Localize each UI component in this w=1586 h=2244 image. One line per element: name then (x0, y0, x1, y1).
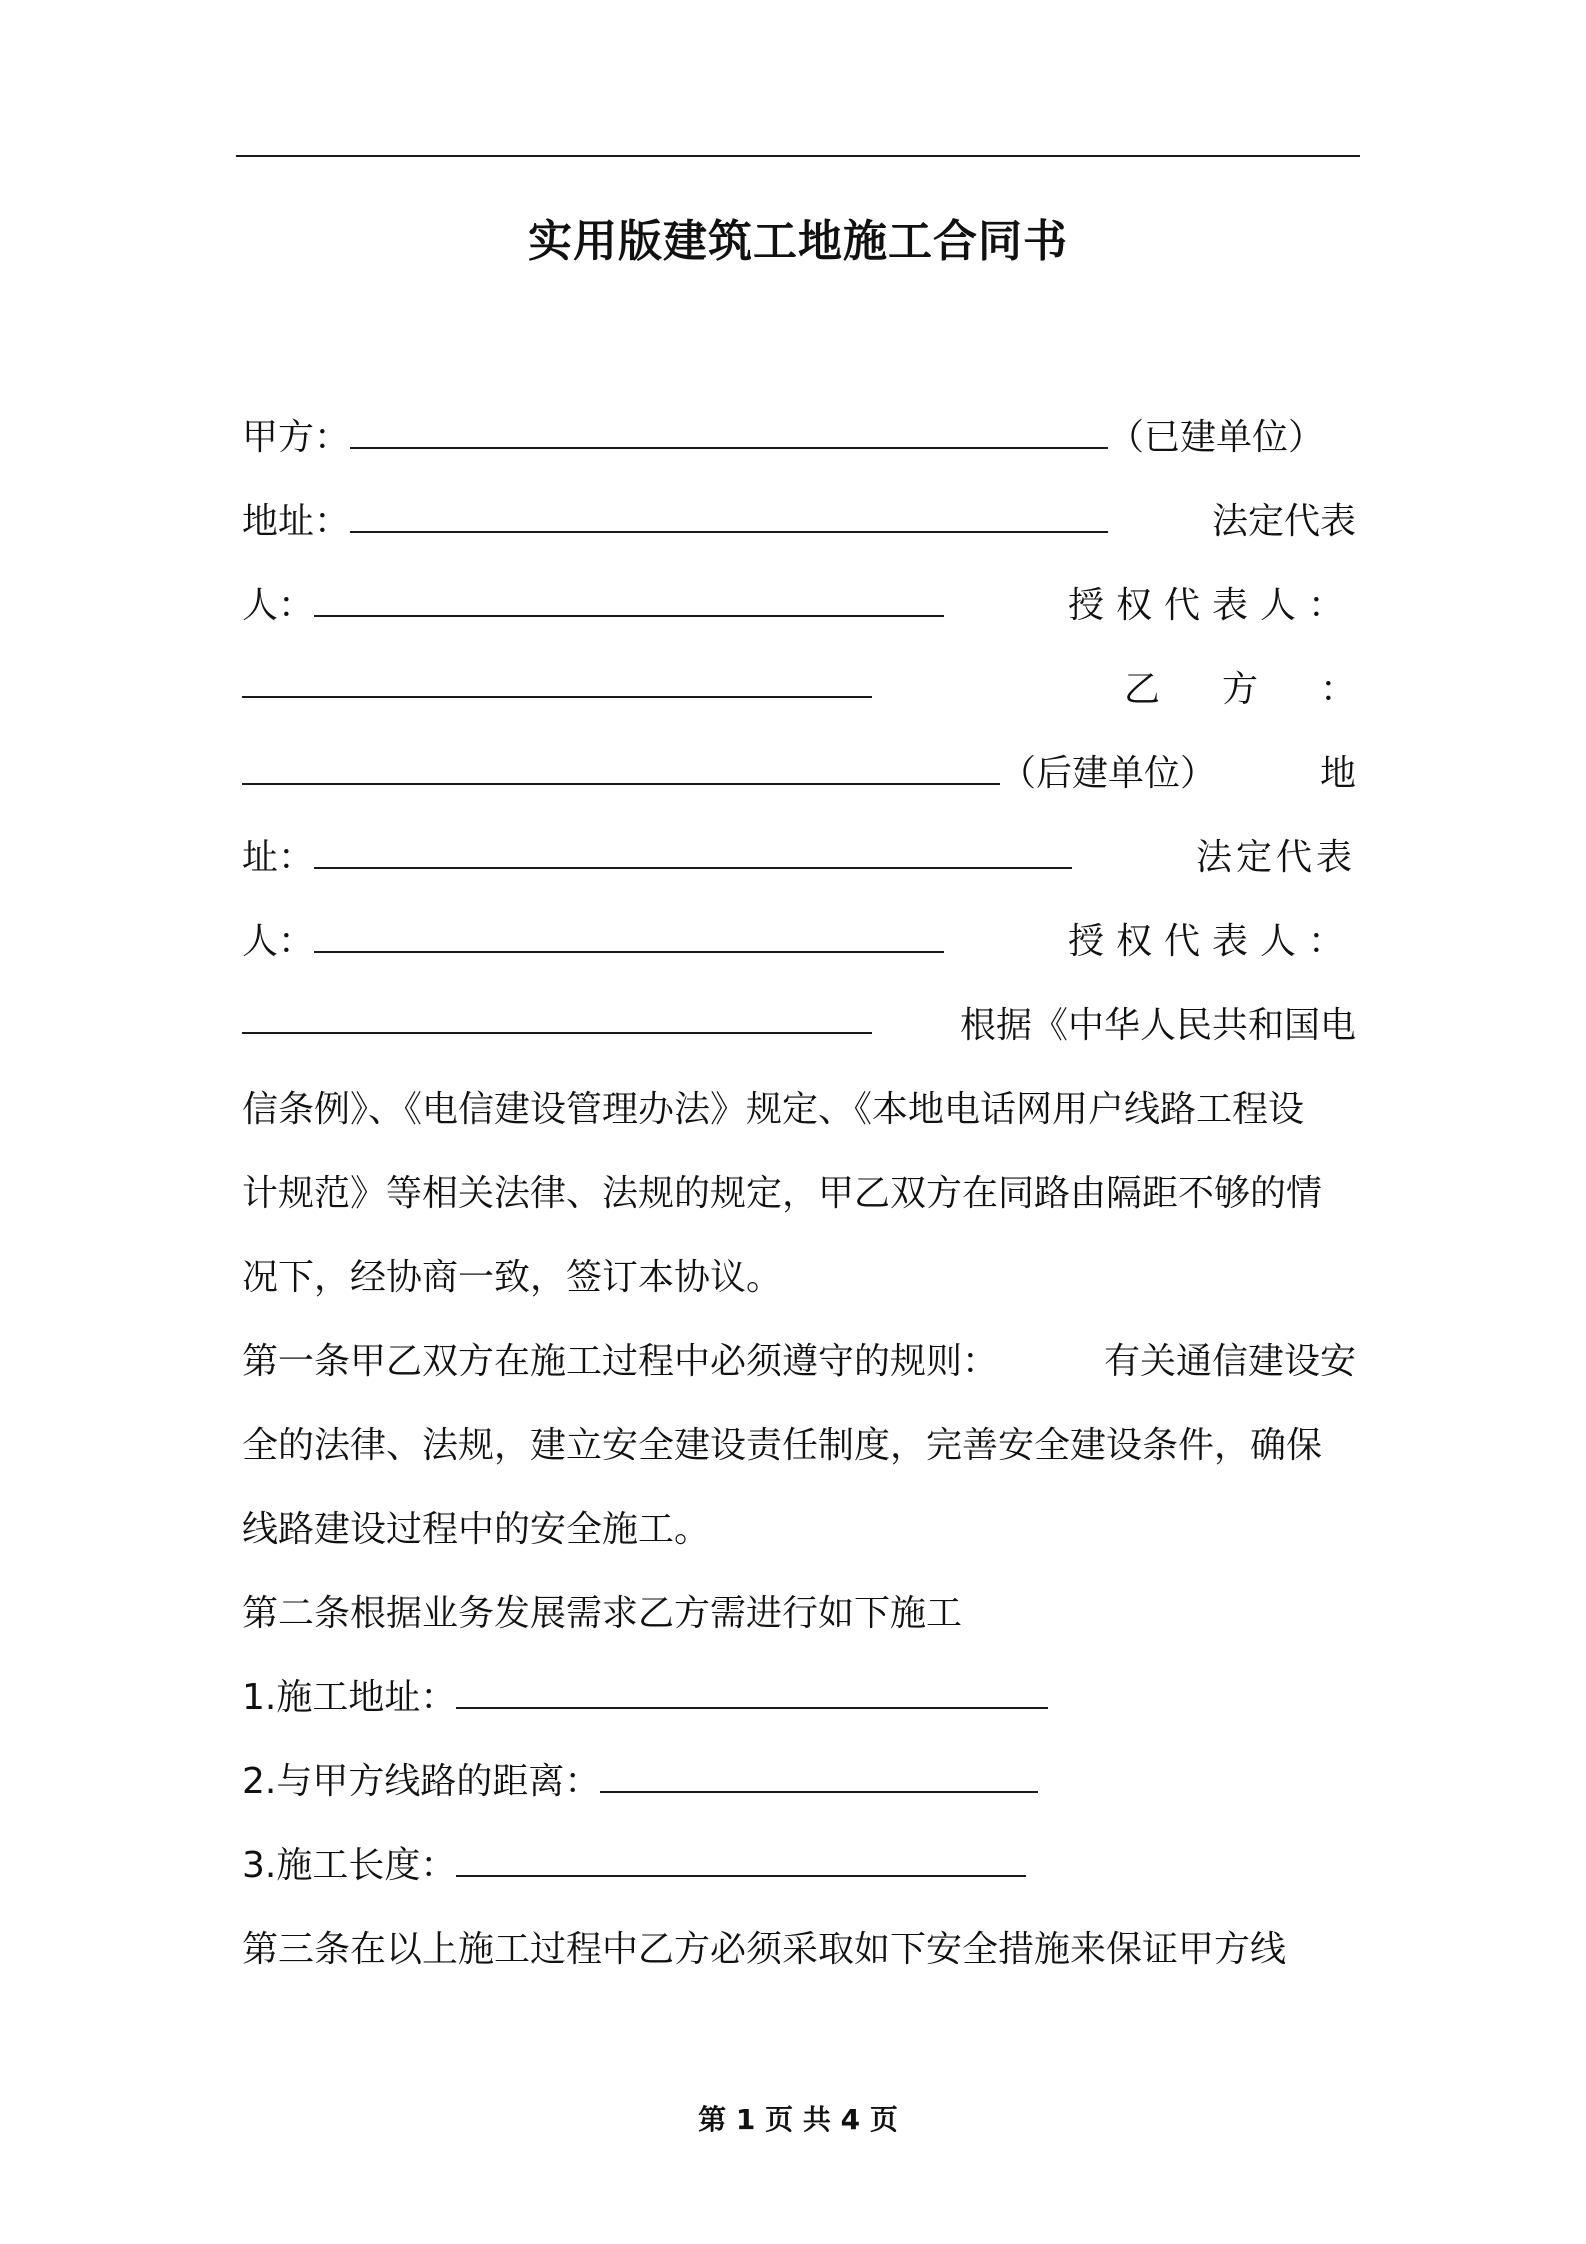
party-b-label: 乙方： (1123, 669, 1418, 710)
legal-rep-b-label: 法定代表 (1195, 837, 1356, 878)
rep-b-line (242, 900, 1356, 984)
address-b-prefix: 地 (1319, 753, 1356, 794)
authorized-rep-a-blank (242, 648, 872, 698)
address-b-line (242, 816, 1356, 900)
article-3-line-1: 第三条在以上施工过程中乙方必须采取如下安全措施来保证甲方线 (242, 1929, 1287, 1970)
rep-a-line (242, 564, 1356, 648)
party-b-blank (242, 735, 1000, 785)
address-b-blank (314, 819, 1072, 869)
party-b-line (242, 648, 1418, 732)
intro-line-2: 信条例》、《电信建设管理办法》规定、《本地电话网用户线路工程设 (242, 1089, 1305, 1130)
intro-line-3: 计规范》等相关法律、法规的规定，甲乙双方在同路由隔距不够的情 (242, 1173, 1323, 1214)
party-a-blank (350, 399, 1108, 449)
intro-line-1 (242, 984, 1356, 1068)
party-a-line (242, 396, 1356, 480)
person-b-label: 人： (242, 921, 315, 962)
header-rule (236, 155, 1360, 157)
article-1-line-2: 全的法律、法规，建立安全建设责任制度，完善安全建设条件，确保 (242, 1425, 1323, 1466)
party-a-suffix: （已建单位） (1108, 417, 1325, 458)
page-number: 第 1 页 共 4 页 (698, 2103, 898, 2136)
article-1-start: 有关通信建设安 (1103, 1341, 1356, 1382)
legal-rep-b-blank (314, 903, 944, 953)
party-a-label: 甲方： (242, 417, 351, 458)
legal-rep-a-label: 法定代表 (1211, 501, 1356, 542)
article-1-line-1 (242, 1320, 1356, 1404)
authorized-rep-b-blank (242, 984, 872, 1034)
intro-line-4: 况下，经协商一致，签订本协议。 (242, 1257, 783, 1298)
article-1-line-3: 线路建设过程中的安全施工。 (242, 1509, 711, 1550)
party-b-name-line (242, 732, 1356, 816)
intro-text-start: 根据《中华人民共和国电 (959, 1005, 1356, 1046)
person-a-label: 人： (242, 585, 315, 626)
address-a-label: 地址： (242, 501, 351, 542)
item-1-line (242, 1656, 1356, 1740)
address-a-blank (350, 483, 1108, 533)
item-2-line (242, 1740, 1356, 1824)
article-1-heading: 第一条甲乙双方在施工过程中必须遵守的规则： (242, 1341, 999, 1382)
authorized-rep-b-label: 授权代表人： (1067, 921, 1356, 962)
item-1-blank (456, 1659, 1048, 1709)
item-2-label: 2.与甲方线路的距离： (242, 1761, 601, 1802)
item-1-label: 1.施工地址： (242, 1677, 457, 1718)
item-2-blank (600, 1743, 1038, 1793)
address-a-line (242, 480, 1356, 564)
item-3-label: 3.施工长度： (242, 1845, 457, 1886)
authorized-rep-a-label: 授权代表人： (1067, 585, 1356, 626)
article-2-line: 第二条根据业务发展需求乙方需进行如下施工 (242, 1593, 963, 1634)
legal-rep-a-blank (314, 567, 944, 617)
document-title: 实用版建筑工地施工合同书 (528, 216, 1068, 267)
item-3-line (242, 1824, 1356, 1908)
item-3-blank (456, 1827, 1026, 1877)
party-b-suffix: （后建单位） (1000, 753, 1217, 794)
address-b-label: 址： (242, 837, 315, 878)
